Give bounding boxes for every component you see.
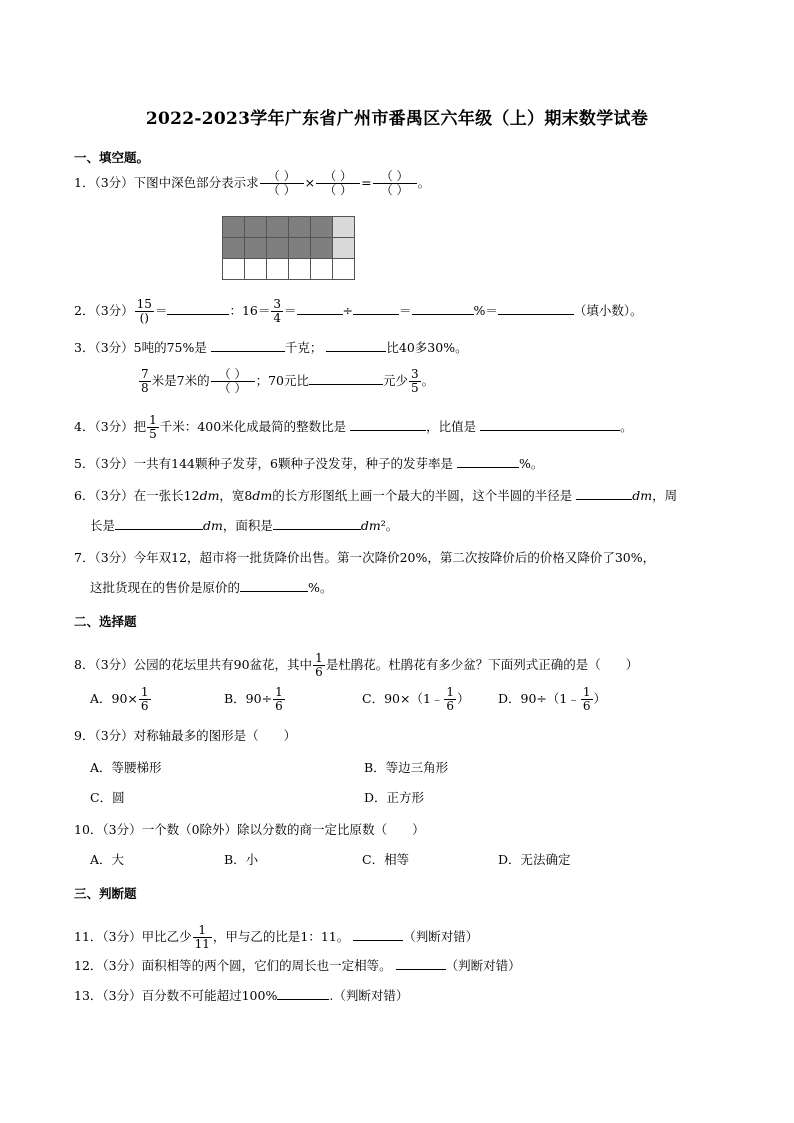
q11-fraction-1-11: $\frac{1}{11}$	[194, 923, 210, 951]
grid-cell-white	[245, 259, 267, 280]
answer-blank[interactable]	[309, 372, 383, 385]
q1-equals: =	[361, 175, 372, 190]
q8-option-b[interactable]: B．90÷ $\frac{1}{6}$	[224, 685, 283, 713]
q10-option-b[interactable]: B．小	[224, 852, 259, 867]
answer-blank[interactable]	[240, 579, 308, 592]
q1-fraction-a: $\frac{( )}{( )}$	[260, 170, 304, 197]
q3-fraction-7-8: $\frac{7}{8}$	[141, 367, 149, 395]
q1-times: ×	[304, 175, 316, 190]
grid-cell-white	[311, 259, 333, 280]
grid-cell-light	[333, 238, 355, 259]
grid-row	[223, 238, 355, 259]
answer-blank[interactable]	[412, 302, 474, 315]
q1-fraction-b: $\frac{( )}{( )}$	[316, 170, 360, 197]
q10-option-c[interactable]: C．相等	[362, 852, 410, 867]
answer-blank[interactable]	[457, 455, 519, 468]
answer-blank[interactable]	[326, 339, 386, 352]
question-7-line-2: 这批货现在的售价是原价的 %。	[90, 580, 333, 595]
q10-option-a[interactable]: A．大	[90, 852, 125, 867]
section-heading-judge: 三、判断题	[74, 886, 137, 901]
q9-option-d[interactable]: D．正方形	[364, 790, 425, 805]
grid-row	[223, 217, 355, 238]
grid-row	[223, 259, 355, 280]
answer-blank[interactable]	[297, 302, 343, 315]
q9-option-b[interactable]: B．等边三角形	[364, 760, 449, 775]
q1-fraction-c: $\frac{( )}{( )}$	[373, 170, 417, 197]
answer-blank[interactable]	[353, 302, 399, 315]
question-2: 2．（3分） $\frac{15}{()}$ ＝ ：16＝ $\frac{3}{4}$ ＝ ÷ ＝ %＝ （填小数）。	[74, 297, 643, 325]
q8-fraction-1-6: $\frac{1}{6}$	[315, 651, 323, 679]
question-13: 13．（3分）百分数不可能超过100% .（判断对错）	[74, 988, 409, 1003]
section-heading-choice: 二、选择题	[74, 614, 137, 629]
question-5: 5．（3分）一共有144颗种子发芽，6颗种子没发芽，种子的发芽率是 %。	[74, 456, 544, 471]
grid-cell-dark	[289, 238, 311, 259]
grid-cell-dark	[223, 217, 245, 238]
grid-cell-dark	[245, 238, 267, 259]
q8-option-c[interactable]: C．90×（1﹣ $\frac{1}{6}$ ）	[362, 685, 470, 713]
answer-blank[interactable]	[353, 928, 403, 941]
grid-cell-dark	[267, 217, 289, 238]
question-11: 11．（3分）甲比乙少 $\frac{1}{11}$ ，甲与乙的比是1：11。 （判断对错）	[74, 923, 479, 951]
q4-fraction-1-5: $\frac{1}{5}$	[149, 413, 157, 441]
q9-option-a[interactable]: A．等腰梯形	[90, 760, 162, 775]
answer-blank[interactable]	[277, 987, 329, 1000]
grid-cell-white	[289, 259, 311, 280]
section-heading-fill: 一、填空题。	[74, 150, 150, 165]
question-10: 10．（3分）一个数（0除外）除以分数的商一定比原数（ ）	[74, 822, 425, 837]
question-7-line-1: 7．（3分）今年双12，超市将一批货降价出售。第一次降价20%，第二次按降价后的价格又降价了30%，	[74, 550, 656, 565]
question-4: 4．（3分）把 $\frac{1}{5}$ 千米：400米化成最简的整数比是 ，比值是 。	[74, 413, 633, 441]
question-1: 1．（3分）下图中深色部分表示求 $\frac{( )}{( )}$ × $\frac{( )}{( )}$ = $\frac{( )}{( )}$ 。	[74, 169, 431, 197]
q8-option-a[interactable]: A．90× $\frac{1}{6}$	[90, 685, 149, 713]
answer-blank[interactable]	[273, 517, 361, 530]
question-8: 8．（3分）公园的花坛里共有90盆花，其中 $\frac{1}{6}$ 是杜鹃花。杜鹃花有多少盆？下面列式正确的是（ ）	[74, 651, 639, 679]
q2-fraction-15: $\frac{15}{()}$	[136, 297, 152, 325]
question-3-line-1: 3．（3分）5吨的75%是 千克； 比40多30%。	[74, 340, 468, 355]
grid-cell-dark	[223, 238, 245, 259]
q1-text: 1．（3分）下图中深色部分表示求	[74, 175, 259, 190]
q2-fraction-3-4: $\frac{3}{4}$	[273, 297, 281, 325]
grid-cell-white	[267, 259, 289, 280]
question-6-line-1: 6．（3分）在一张长12dm，宽8dm的长方形图纸上画一个最大的半圆，这个半圆的半径是 dm，周	[74, 488, 678, 503]
grid-cell-white	[333, 259, 355, 280]
answer-blank[interactable]	[350, 418, 426, 431]
question-3-line-2: $\frac{7}{8}$ 米是7米的 $\frac{( )}{( )}$ ；70元比 元少 $\frac{3}{5}$ 。	[141, 367, 435, 395]
grid-cell-light	[333, 217, 355, 238]
grid-cell-dark	[267, 238, 289, 259]
grid-cell-dark	[311, 217, 333, 238]
answer-blank[interactable]	[396, 957, 446, 970]
q8-option-d[interactable]: D．90÷（1﹣ $\frac{1}{6}$ ）	[498, 685, 607, 713]
question-6-line-2: 长是 dm，面积是 dm²。	[90, 518, 399, 533]
question-12: 12．（3分）面积相等的两个圆，它们的周长也一定相等。 （判断对错）	[74, 958, 521, 973]
answer-blank[interactable]	[115, 517, 203, 530]
shaded-grid-figure	[222, 216, 355, 280]
q10-option-d[interactable]: D．无法确定	[498, 852, 571, 867]
answer-blank[interactable]	[211, 339, 285, 352]
question-9: 9．（3分）对称轴最多的图形是（ ）	[74, 728, 297, 743]
answer-blank[interactable]	[480, 418, 620, 431]
answer-blank[interactable]	[576, 487, 632, 500]
grid-cell-white	[223, 259, 245, 280]
grid-cell-dark	[311, 238, 333, 259]
grid-cell-dark	[245, 217, 267, 238]
page-title: 2022-2023学年广东省广州市番禺区六年级（上）期末数学试卷	[145, 109, 649, 129]
answer-blank[interactable]	[498, 302, 574, 315]
answer-blank[interactable]	[167, 302, 229, 315]
q3-fraction-blank: $\frac{( )}{( )}$	[211, 368, 255, 395]
q9-option-c[interactable]: C．圆	[90, 790, 125, 805]
q3-fraction-3-5: $\frac{3}{5}$	[411, 367, 419, 395]
grid-cell-dark	[289, 217, 311, 238]
